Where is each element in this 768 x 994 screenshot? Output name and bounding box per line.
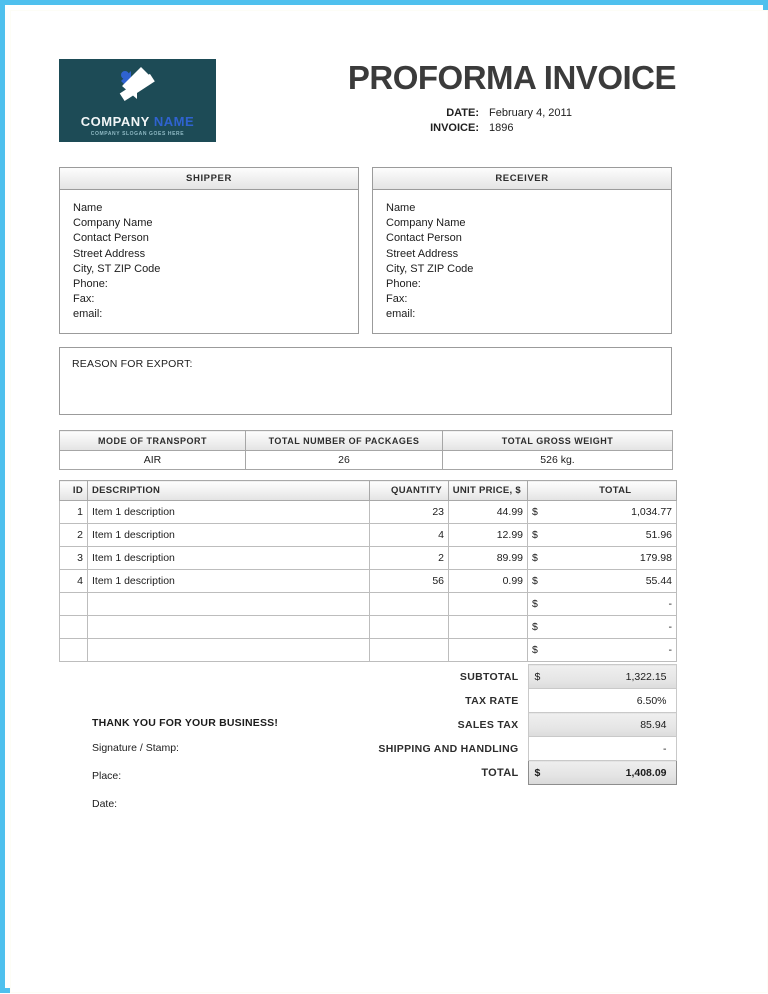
table-row[interactable]: [60, 616, 677, 639]
receiver-line: Fax:: [386, 293, 408, 306]
item-unit-price: 89.99: [449, 547, 528, 570]
company-logo: [59, 59, 216, 142]
item-description: [88, 616, 370, 639]
invoice-page: [10, 10, 768, 993]
shipper-line: Contact Person: [73, 232, 149, 245]
shipper-line: Fax:: [73, 293, 95, 306]
item-id: 3: [60, 547, 88, 570]
receiver-line: Phone:: [386, 278, 421, 291]
tax-rate-value: 6.50%: [554, 689, 676, 713]
sales-tax-value: 85.94: [554, 713, 676, 737]
item-quantity: [370, 639, 449, 662]
item-quantity: 2: [370, 547, 449, 570]
receiver-line: email:: [386, 308, 416, 321]
receiver-line: Contact Person: [386, 232, 462, 245]
item-currency: $: [528, 593, 554, 616]
subtotal-currency: $: [528, 665, 554, 689]
transport-header-packages: TOTAL NUMBER OF PACKAGES: [246, 431, 443, 451]
receiver-line: Company Name: [386, 217, 466, 230]
item-currency: $: [528, 639, 554, 662]
reason-for-export-box[interactable]: [59, 347, 672, 415]
shipper-line: Phone:: [73, 278, 108, 291]
transport-header-weight: TOTAL GROSS WEIGHT: [443, 431, 673, 451]
item-unit-price: 12.99: [449, 524, 528, 547]
items-header-id: ID: [60, 481, 88, 501]
date-field[interactable]: Date:: [92, 798, 118, 810]
items-header-quantity: QUANTITY: [370, 481, 449, 501]
shipper-heading: SHIPPER: [60, 168, 358, 190]
item-description: Item 1 description: [88, 547, 370, 570]
item-id: [60, 616, 88, 639]
item-quantity: 56: [370, 570, 449, 593]
date-value: February 4, 2011: [489, 107, 572, 119]
tax-rate-currency: [528, 689, 554, 713]
total-label: TOTAL: [481, 766, 519, 779]
item-total: -: [554, 616, 677, 639]
tax-rate-label: TAX RATE: [465, 694, 519, 707]
receiver-line: Street Address: [386, 247, 459, 260]
item-total: 179.98: [554, 547, 677, 570]
invoice-label: INVOICE:: [430, 122, 479, 134]
item-description: Item 1 description: [88, 570, 370, 593]
logo-slogan: COMPANY SLOGAN GOES HERE: [90, 131, 185, 137]
sales-tax-label: SALES TAX: [457, 718, 519, 731]
invoice-meta: [411, 106, 676, 136]
items-header-currency: [528, 481, 554, 501]
thank-you-message: THANK YOU FOR YOUR BUSINESS!: [92, 717, 279, 729]
shipping-label: SHIPPING AND HANDLING: [378, 742, 519, 755]
transport-value-packages: 26: [246, 451, 443, 470]
shipping-value: -: [554, 737, 676, 761]
signature-block: [92, 717, 352, 826]
totals-table: [366, 664, 677, 785]
receiver-line: Name: [386, 202, 416, 214]
meta-row-invoice: [411, 121, 676, 136]
item-id: 1: [60, 501, 88, 524]
transport-value-weight: 526 kg.: [443, 451, 673, 470]
item-quantity: 4: [370, 524, 449, 547]
table-row[interactable]: [60, 524, 677, 547]
item-total: -: [554, 593, 677, 616]
item-description: [88, 593, 370, 616]
subtotal-label: SUBTOTAL: [459, 670, 519, 683]
item-id: [60, 593, 88, 616]
transport-header-mode: MODE OF TRANSPORT: [60, 431, 246, 451]
logo-wordmark: [59, 115, 216, 128]
totals-row-shipping: [366, 737, 676, 761]
table-row[interactable]: [60, 639, 677, 662]
receiver-line: City, ST ZIP Code: [386, 262, 474, 275]
item-id: [60, 639, 88, 662]
item-description: Item 1 description: [88, 501, 370, 524]
table-row[interactable]: [60, 547, 677, 570]
date-label: DATE:: [446, 107, 479, 119]
subtotal-value: 1,322.15: [554, 665, 676, 689]
item-description: [88, 639, 370, 662]
receiver-heading: RECEIVER: [373, 168, 671, 190]
totals-row-total: [366, 761, 676, 785]
transport-value-row: [60, 451, 673, 470]
receiver-box: [372, 167, 672, 334]
item-quantity: 23: [370, 501, 449, 524]
item-unit-price: [449, 616, 528, 639]
transport-table: [59, 430, 673, 470]
signature-stamp-field[interactable]: Signature / Stamp:: [92, 742, 179, 754]
logo-word-name: NAME: [153, 114, 195, 129]
items-header-unit-price: UNIT PRICE, $: [449, 481, 528, 501]
transport-value-mode: AIR: [60, 451, 246, 470]
total-currency: $: [528, 761, 554, 785]
item-currency: $: [528, 570, 554, 593]
shipper-line: Company Name: [73, 217, 153, 230]
shipper-line: City, ST ZIP Code: [73, 262, 161, 275]
item-quantity: [370, 593, 449, 616]
place-field[interactable]: Place:: [92, 770, 122, 782]
item-unit-price: [449, 593, 528, 616]
table-row[interactable]: [60, 570, 677, 593]
shipper-details: [60, 190, 358, 323]
item-quantity: [370, 616, 449, 639]
item-description: Item 1 description: [88, 524, 370, 547]
page-title: PROFORMA INVOICE: [347, 59, 676, 96]
items-header-description: DESCRIPTION: [88, 481, 370, 501]
transport-header-row: [60, 431, 673, 451]
shipper-line: Name: [73, 202, 103, 214]
shipper-line: email:: [73, 308, 103, 321]
table-row[interactable]: [60, 501, 677, 524]
reason-for-export-label: REASON FOR EXPORT:: [72, 358, 193, 370]
invoice-value: 1896: [489, 122, 514, 134]
meta-row-date: [411, 106, 676, 121]
item-unit-price: [449, 639, 528, 662]
item-unit-price: 0.99: [449, 570, 528, 593]
shipper-line: Street Address: [73, 247, 146, 260]
item-currency: $: [528, 501, 554, 524]
table-row[interactable]: [60, 593, 677, 616]
totals-row-subtotal: [366, 665, 676, 689]
item-total: 55.44: [554, 570, 677, 593]
total-value: 1,408.09: [554, 761, 676, 785]
receiver-details: [373, 190, 671, 323]
items-header-row: [60, 481, 677, 501]
invoice-sheet: [11, 11, 768, 994]
totals-row-sales-tax: [366, 713, 676, 737]
shipper-box: [59, 167, 359, 334]
shipping-currency: [528, 737, 554, 761]
totals-row-tax-rate: [366, 689, 676, 713]
logo-arrow-icon: [59, 59, 216, 117]
items-header-total: TOTAL: [554, 481, 677, 501]
item-id: 2: [60, 524, 88, 547]
line-items-table: [59, 480, 677, 662]
item-id: 4: [60, 570, 88, 593]
item-currency: $: [528, 547, 554, 570]
sales-tax-currency: [528, 713, 554, 737]
item-total: 51.96: [554, 524, 677, 547]
logo-word-company: COMPANY: [80, 114, 150, 129]
item-total: -: [554, 639, 677, 662]
item-currency: $: [528, 524, 554, 547]
item-total: 1,034.77: [554, 501, 677, 524]
item-currency: $: [528, 616, 554, 639]
item-unit-price: 44.99: [449, 501, 528, 524]
